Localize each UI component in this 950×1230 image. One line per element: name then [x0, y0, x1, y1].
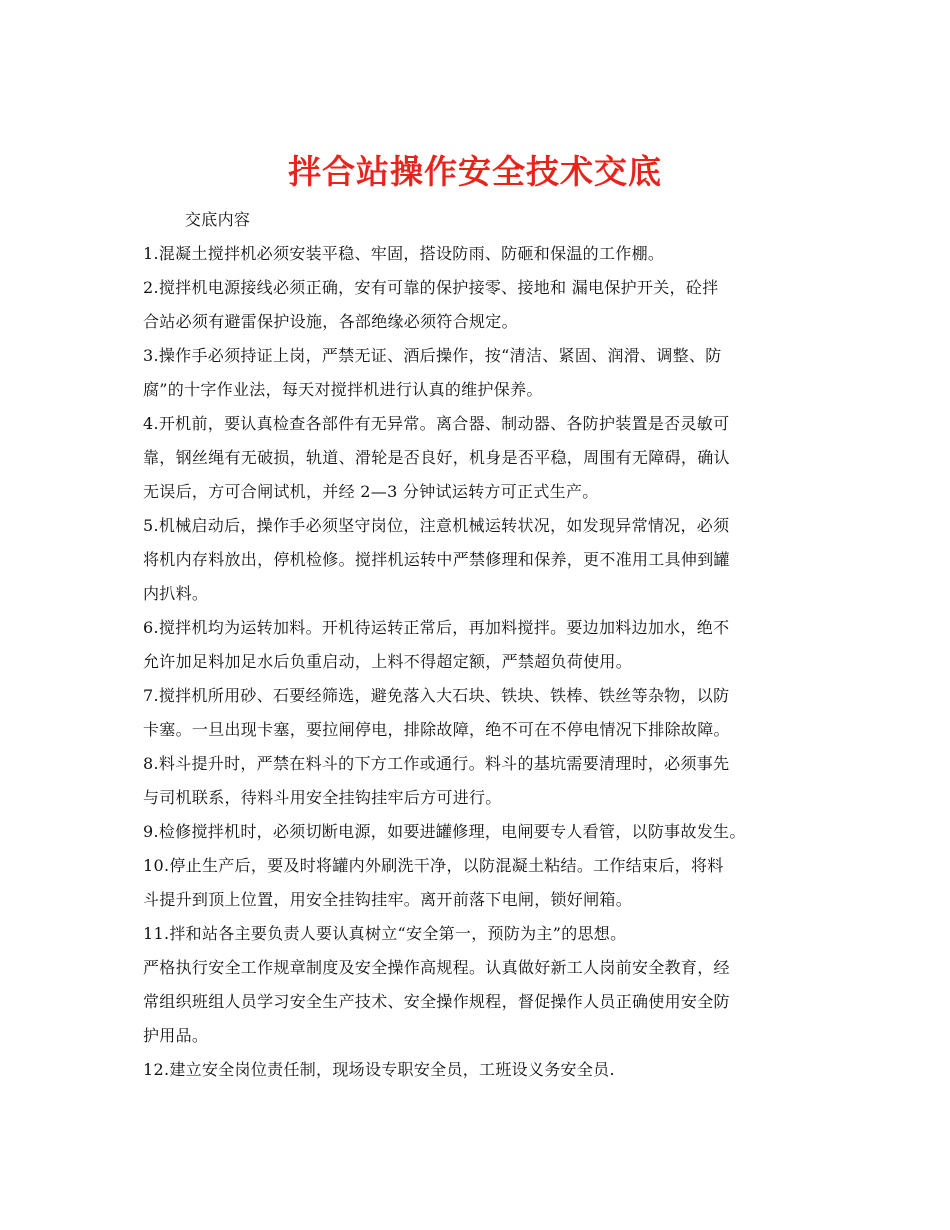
document-title: 拌合站操作安全技术交底	[288, 152, 662, 192]
body-line: 1.混凝土搅拌机必须安装平稳、牢固，搭设防雨、防砸和保温的工作棚。	[143, 244, 665, 263]
body-line: 8.料斗提升时，严禁在料斗的下方工作或通行。料斗的基坑需要清理时，必须事先	[143, 754, 730, 773]
body-line: 将机内存料放出，停机检修。搅拌机运转中严禁修理和保养，更不准用工具伸到罐	[143, 550, 730, 569]
body-line: 6.搅拌机均为运转加料。开机待运转正常后，再加料搅拌。要边加料边加水，绝不	[143, 618, 730, 637]
body-line: 合站必须有避雷保护设施，各部绝缘必须符合规定。	[143, 312, 518, 331]
body-line: 与司机联系，待料斗用安全挂钩挂牢后方可进行。	[143, 788, 502, 807]
body-line: 3.操作手必须持证上岗，严禁无证、酒后操作，按“清洁、紧固、润滑、调整、防	[143, 346, 722, 365]
body-line: 7.搅拌机所用砂、石要经筛选，避免落入大石块、铁块、铁棒、铁丝等杂物，以防	[143, 686, 730, 705]
body-line: 腐”的十字作业法，每天对搅拌机进行认真的维护保养。	[143, 380, 543, 399]
body-line: 靠，钢丝绳有无破损，轨道、滑轮是否良好，机身是否平稳，周围有无障碍，确认	[143, 448, 730, 467]
body-line: 5.机械启动后，操作手必须坚守岗位，注意机械运转状况，如发现异常情况，必须	[143, 516, 730, 535]
body-line: 11.拌和站各主要负责人要认真树立“安全第一，预防为主”的思想。	[143, 924, 627, 943]
body-line: 斗提升到顶上位置，用安全挂钩挂牢。离开前落下电闸，锁好闸箱。	[143, 890, 633, 909]
body-line: 严格执行安全工作规章制度及安全操作高规程。认真做好新工人岗前安全教育，经	[143, 958, 730, 977]
body-line: 9.检修搅拌机时，必须切断电源，如要进罐修理，电闸要专人看管，以防事故发生。	[143, 822, 746, 841]
body-line: 允许加足料加足水后负重启动，上料不得超定额，严禁超负荷使用。	[143, 652, 633, 671]
body-line: 4.开机前，要认真检查各部件有无异常。离合器、制动器、各防护装置是否灵敏可	[143, 414, 730, 433]
body-line: 护用品。	[143, 1026, 209, 1045]
body-line: 无误后，方可合闸试机，并经 2—3 分钟试运转方可正式生产。	[143, 482, 599, 501]
intro-heading: 交底内容	[185, 210, 251, 229]
document-body	[143, 203, 823, 1087]
body-line: 常组织班组人员学习安全生产技术、安全操作规程，督促操作人员正确使用安全防	[143, 992, 730, 1011]
body-line: 2.搅拌机电源接线必须正确，安有可靠的保护接零、接地和 漏电保护开关，砼拌	[143, 278, 719, 297]
body-line: 10.停止生产后，要及时将罐内外刷洗干净，以防混凝土粘结。工作结束后，将料	[143, 856, 724, 875]
body-line: 12.建立安全岗位责任制，现场设专职安全员，工班设义务安全员.	[143, 1060, 615, 1079]
body-line: 卡塞。一旦出现卡塞，要拉闸停电，排除故障，绝不可在不停电情况下排除故障。	[143, 720, 730, 739]
body-line: 内扒料。	[143, 584, 209, 603]
